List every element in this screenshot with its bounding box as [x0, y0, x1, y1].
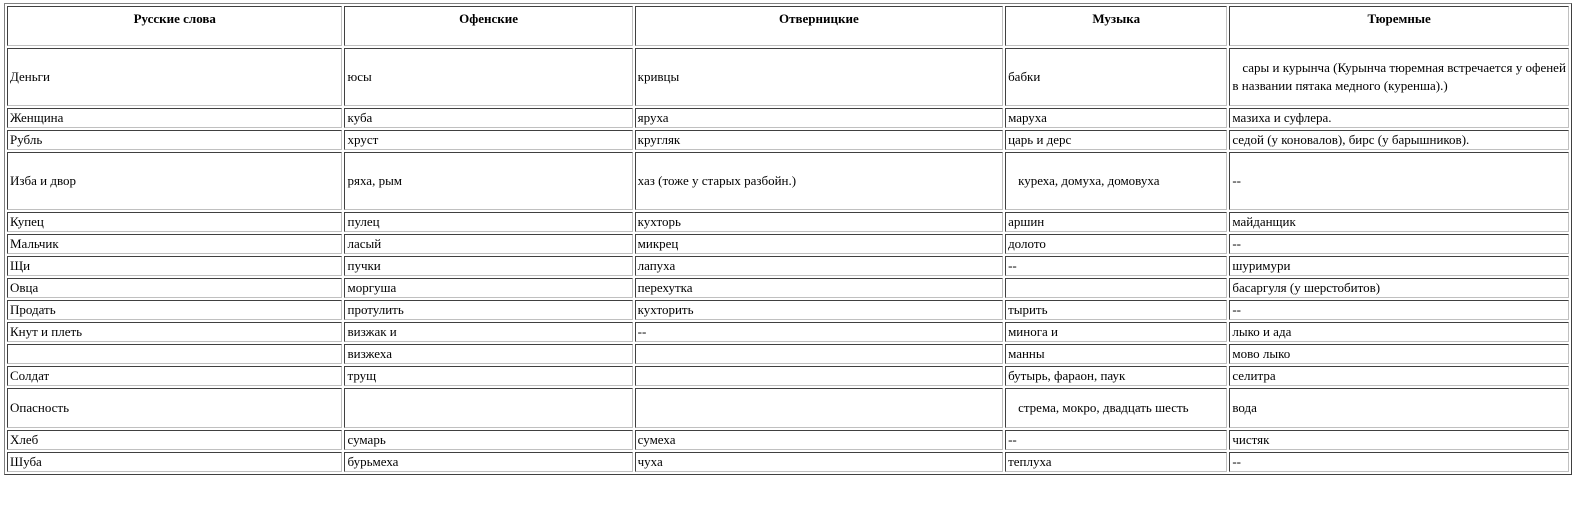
cell-russian: [7, 344, 342, 364]
table-row: [7, 452, 1569, 472]
cell-ofen: бурьмеха: [344, 452, 632, 472]
cell-prison: майданщик: [1229, 212, 1569, 232]
cell-otvernitsky: кухторь: [635, 212, 1003, 232]
cell-muzyka: царь и дерс: [1005, 130, 1227, 150]
cell-muzyka: аршин: [1005, 212, 1227, 232]
table-row: [7, 212, 1569, 232]
table-row: [7, 430, 1569, 450]
cell-prison: --: [1229, 452, 1569, 472]
cell-muzyka: минога и: [1005, 322, 1227, 342]
cell-prison: сары и курынча (Курынча тюремная встречается у офеней в названии пятака медного (куренша).): [1229, 48, 1569, 106]
header-row: [7, 6, 1569, 46]
cell-otvernitsky: сумеха: [635, 430, 1003, 450]
cell-russian: Женщина: [7, 108, 342, 128]
cell-ofen: пулец: [344, 212, 632, 232]
cell-russian: Мальчик: [7, 234, 342, 254]
cell-muzyka: --: [1005, 430, 1227, 450]
cell-russian: Деньги: [7, 48, 342, 106]
table-row: [7, 344, 1569, 364]
cell-muzyka: маруха: [1005, 108, 1227, 128]
table-row: [7, 256, 1569, 276]
cell-prison: мово лыко: [1229, 344, 1569, 364]
cell-russian: Кнут и плеть: [7, 322, 342, 342]
cell-otvernitsky: --: [635, 322, 1003, 342]
cell-otvernitsky: [635, 388, 1003, 428]
cell-russian: Хлеб: [7, 430, 342, 450]
cell-otvernitsky: хаз (тоже у старых разбойн.): [635, 152, 1003, 210]
cell-russian: Опасность: [7, 388, 342, 428]
cell-ofen: хруст: [344, 130, 632, 150]
table-row: [7, 388, 1569, 428]
cell-prison: басаргуля (у шерстобитов): [1229, 278, 1569, 298]
header-ofen: Офенские: [344, 6, 632, 46]
cell-prison: --: [1229, 300, 1569, 320]
cell-prison: селитра: [1229, 366, 1569, 386]
cell-otvernitsky: [635, 366, 1003, 386]
cell-muzyka: манны: [1005, 344, 1227, 364]
cell-ofen: ласый: [344, 234, 632, 254]
cell-otvernitsky: кругляк: [635, 130, 1003, 150]
header-otvernitsky: Отверницкие: [635, 6, 1003, 46]
cell-muzyka: куреха, домуха, домовуха: [1005, 152, 1227, 210]
cell-ofen: [344, 388, 632, 428]
cell-russian: Продать: [7, 300, 342, 320]
cell-muzyka: бутырь, фараон, паук: [1005, 366, 1227, 386]
cell-muzyka: теплуха: [1005, 452, 1227, 472]
cell-otvernitsky: чуха: [635, 452, 1003, 472]
cell-russian: Изба и двор: [7, 152, 342, 210]
cell-prison: лыко и ада: [1229, 322, 1569, 342]
slang-glossary-table: [4, 3, 1572, 475]
cell-muzyka: --: [1005, 256, 1227, 276]
cell-russian: Купец: [7, 212, 342, 232]
cell-otvernitsky: яруха: [635, 108, 1003, 128]
table-row: [7, 234, 1569, 254]
cell-ofen: моргуша: [344, 278, 632, 298]
cell-prison: шуримури: [1229, 256, 1569, 276]
cell-muzyka: долото: [1005, 234, 1227, 254]
cell-ofen: ряха, рым: [344, 152, 632, 210]
cell-otvernitsky: кривцы: [635, 48, 1003, 106]
cell-ofen: протулить: [344, 300, 632, 320]
cell-russian: Солдат: [7, 366, 342, 386]
cell-ofen: юсы: [344, 48, 632, 106]
cell-prison: --: [1229, 152, 1569, 210]
cell-ofen: пучки: [344, 256, 632, 276]
cell-russian: Щи: [7, 256, 342, 276]
cell-ofen: куба: [344, 108, 632, 128]
cell-prison: седой (у коновалов), бирс (у барышников).: [1229, 130, 1569, 150]
cell-prison: мазиха и суфлера.: [1229, 108, 1569, 128]
cell-muzyka: бабки: [1005, 48, 1227, 106]
table-row: [7, 366, 1569, 386]
cell-muzyka: тырить: [1005, 300, 1227, 320]
table-row: [7, 322, 1569, 342]
table-row: [7, 152, 1569, 210]
cell-otvernitsky: лапуха: [635, 256, 1003, 276]
table-row: [7, 130, 1569, 150]
header-muzyka: Музыка: [1005, 6, 1227, 46]
cell-otvernitsky: микрец: [635, 234, 1003, 254]
cell-ofen: визжеха: [344, 344, 632, 364]
cell-russian: Овца: [7, 278, 342, 298]
table-row: [7, 278, 1569, 298]
cell-russian: Шуба: [7, 452, 342, 472]
cell-prison: --: [1229, 234, 1569, 254]
header-russian-words: Русские слова: [7, 6, 342, 46]
cell-russian: Рубль: [7, 130, 342, 150]
cell-muzyka: стрема, мокро, двадцать шесть: [1005, 388, 1227, 428]
cell-otvernitsky: [635, 344, 1003, 364]
cell-prison: чистяк: [1229, 430, 1569, 450]
header-prison: Тюремные: [1229, 6, 1569, 46]
table-row: [7, 48, 1569, 106]
cell-muzyka: [1005, 278, 1227, 298]
table-row: [7, 300, 1569, 320]
cell-ofen: сумарь: [344, 430, 632, 450]
cell-otvernitsky: перехутка: [635, 278, 1003, 298]
cell-prison: вода: [1229, 388, 1569, 428]
cell-ofen: визжак и: [344, 322, 632, 342]
table-row: [7, 108, 1569, 128]
cell-otvernitsky: кухторить: [635, 300, 1003, 320]
cell-ofen: трущ: [344, 366, 632, 386]
